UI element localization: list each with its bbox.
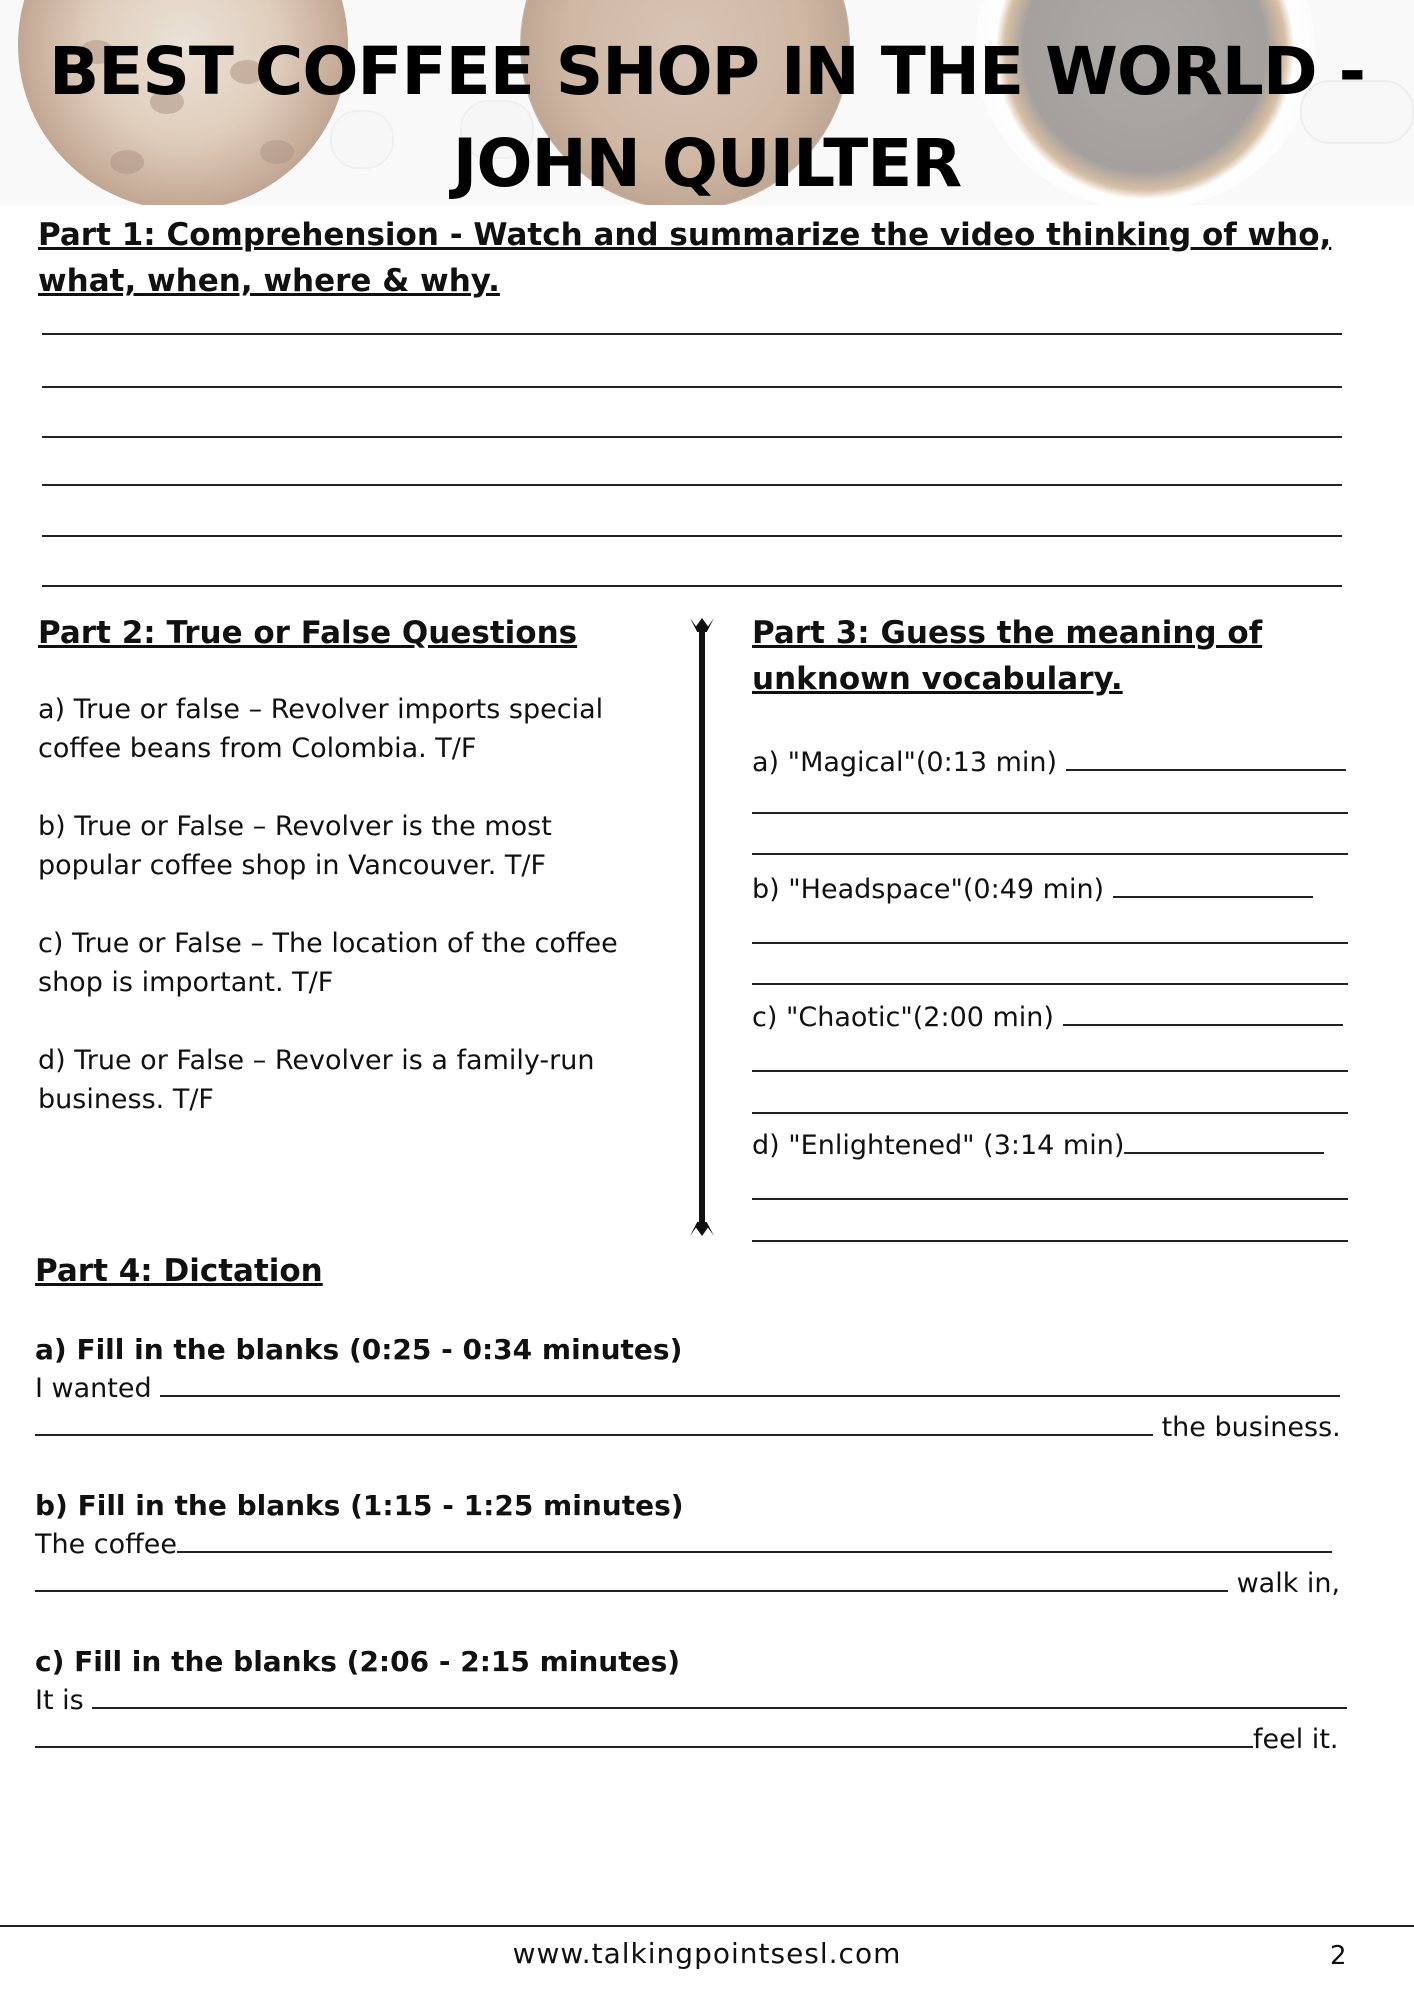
dictation-b-line-1: [35, 1526, 1355, 1564]
footer-divider: [0, 1925, 1414, 1927]
vocab-item-chaotic: [752, 1000, 1352, 1036]
dictation-c-line-2: [35, 1721, 1355, 1759]
answer-line[interactable]: [42, 333, 1342, 335]
answer-line[interactable]: [752, 942, 1348, 944]
answer-line[interactable]: [42, 484, 1342, 486]
part4-heading: Part 4: Dictation: [35, 1253, 323, 1289]
vocab-answer-blank[interactable]: [1063, 1024, 1343, 1026]
dictation-a-line-2: [35, 1409, 1355, 1447]
part1-heading-line-1: Part 1: Comprehension - Watch and summarize the video thinking of who,: [38, 217, 1332, 253]
answer-line[interactable]: [752, 853, 1348, 855]
part3-heading-line-2: unknown vocabulary.: [752, 661, 1123, 697]
dictation-c-end-text: feel it.: [1253, 1724, 1339, 1755]
dictation-blank[interactable]: [160, 1395, 1340, 1397]
vocab-answer-blank[interactable]: [1113, 896, 1313, 898]
vocab-answer-blank[interactable]: [1124, 1152, 1324, 1154]
tf-question-b: [38, 807, 678, 885]
part3-heading-line-1: Part 3: Guess the meaning of: [752, 615, 1263, 651]
dictation-blank[interactable]: [92, 1707, 1347, 1709]
dictation-b-start-text: The coffee: [35, 1529, 177, 1560]
tf-question-d-line-2: business. T/F: [38, 1084, 214, 1115]
vocab-item-headspace: [752, 872, 1352, 908]
dictation-blank[interactable]: [35, 1434, 1153, 1436]
dictation-a-end-text: the business.: [1153, 1412, 1341, 1443]
title-line-1: BEST COFFEE SHOP IN THE WORLD -: [48, 33, 1366, 110]
part3-heading: [752, 610, 1372, 702]
answer-line[interactable]: [752, 1198, 1348, 1200]
answer-line[interactable]: [42, 386, 1342, 388]
vocab-label: d) "Enlightened" (3:14 min): [752, 1130, 1125, 1161]
tf-question-b-line-1: b) True or False – Revolver is the most: [38, 811, 552, 842]
tf-question-a-line-2: coffee beans from Colombia. T/F: [38, 733, 477, 764]
part1-heading-line-2: what, when, where & why.: [38, 263, 500, 299]
dictation-a-line-1: [35, 1370, 1355, 1408]
answer-line[interactable]: [752, 1070, 1348, 1072]
tf-question-b-line-2: popular coffee shop in Vancouver. T/F: [38, 850, 547, 881]
vocab-item-magical: [752, 745, 1352, 781]
page-title: [0, 26, 1414, 210]
footer-url: www.talkingpointsesl.com: [512, 1937, 902, 1970]
page-number: 2: [1330, 1941, 1347, 1971]
vocab-label: c) "Chaotic"(2:00 min): [752, 1002, 1054, 1033]
dictation-c-label: c) Fill in the blanks (2:06 - 2:15 minutes): [35, 1645, 681, 1678]
dictation-a-start-text: I wanted: [35, 1373, 161, 1404]
answer-line[interactable]: [752, 983, 1348, 985]
dictation-b-label: b) Fill in the blanks (1:15 - 1:25 minutes): [35, 1489, 684, 1522]
title-line-2: JOHN QUILTER: [452, 125, 962, 202]
part1-heading: [38, 212, 1378, 304]
tf-question-c-line-2: shop is important. T/F: [38, 967, 334, 998]
dictation-blank[interactable]: [35, 1590, 1228, 1592]
answer-line[interactable]: [42, 585, 1342, 587]
dictation-blank[interactable]: [35, 1746, 1253, 1748]
part2-heading: Part 2: True or False Questions: [38, 615, 578, 651]
vocab-label: b) "Headspace"(0:49 min): [752, 874, 1105, 905]
vocab-answer-blank[interactable]: [1066, 769, 1346, 771]
dictation-a-label: a) Fill in the blanks (0:25 - 0:34 minutes): [35, 1333, 683, 1366]
tf-question-c-line-1: c) True or False – The location of the coffee: [38, 928, 618, 959]
answer-line[interactable]: [752, 812, 1348, 814]
dictation-blank[interactable]: [177, 1551, 1332, 1553]
dictation-b-end-text: walk in,: [1228, 1568, 1341, 1599]
dictation-c-start-text: It is: [35, 1685, 93, 1716]
answer-line[interactable]: [42, 436, 1342, 438]
answer-line[interactable]: [42, 535, 1342, 537]
answer-line[interactable]: [752, 1240, 1348, 1242]
vocab-item-enlightened: [752, 1128, 1352, 1164]
dictation-c-line-1: [35, 1682, 1355, 1720]
vocab-label: a) "Magical"(0:13 min): [752, 747, 1058, 778]
tf-question-a: [38, 690, 678, 768]
tf-question-d-line-1: d) True or False – Revolver is a family-run: [38, 1045, 595, 1076]
divider-cap: [690, 1222, 714, 1236]
tf-question-c: [38, 924, 698, 1002]
tf-question-d: [38, 1041, 678, 1119]
column-divider: [699, 625, 705, 1225]
dictation-b-line-2: [35, 1565, 1355, 1603]
answer-line[interactable]: [752, 1112, 1348, 1114]
tf-question-a-line-1: a) True or false – Revolver imports special: [38, 694, 604, 725]
